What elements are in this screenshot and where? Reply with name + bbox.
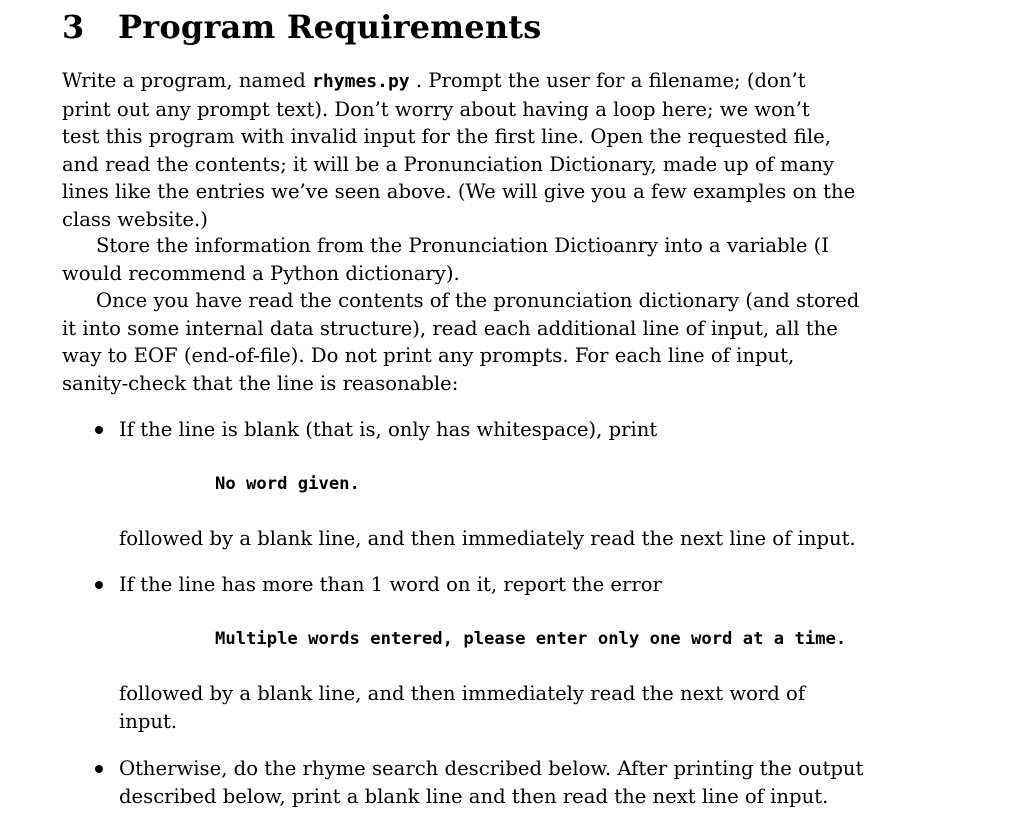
bullet-text: If the line is blank (that is, only has whitespace), print	[119, 418, 658, 441]
bullet-text-line: described below, print a blank line and then read the next line of input.	[119, 784, 829, 808]
section-title: Program Requirements	[118, 8, 542, 46]
once-line-1: Once you have read the contents of the pronunciation dictionary (and stored	[96, 289, 860, 312]
once-line-3: way to EOF (end-of-file). Do not print any prompts. For each line of input,	[62, 344, 795, 367]
bullet-dot-icon	[95, 581, 103, 589]
bullet-dot-icon	[95, 765, 103, 773]
bullet-2-followup	[119, 680, 852, 735]
section-heading	[62, 8, 541, 46]
bullet-1-followup	[119, 525, 856, 553]
intro-line-2: print out any prompt text). Don’t worry about having a loop here; we won’t	[62, 97, 810, 121]
store-line-2: would recommend a Python dictionary).	[62, 261, 460, 285]
intro-line-6: class website.)	[62, 207, 208, 231]
intro-line-5: lines like the entries we’ve seen above. (We will give you a few examples on the	[62, 180, 856, 203]
intro-text: Write a program, named	[62, 69, 313, 92]
once-line-2: it into some internal data structure), read each additional line of input, all the	[62, 316, 838, 340]
intro-paragraph	[62, 67, 856, 233]
section-number: 3	[62, 8, 85, 46]
bullet-dot-icon	[95, 426, 103, 434]
intro-line-1	[62, 67, 852, 96]
bullet-text: If the line has more than 1 word on it, report the error	[119, 573, 662, 596]
followup-line: followed by a blank line, and then immediately read the next word of	[119, 682, 806, 705]
followup-line: input.	[119, 709, 178, 733]
store-paragraph	[62, 232, 852, 287]
intro-line-4: and read the contents; it will be a Pronunciation Dictionary, made up of many	[62, 152, 835, 176]
once-line-4: sanity-check that the line is reasonable:	[62, 371, 459, 395]
followup-line: followed by a blank line, and then immediately read the next line of input.	[119, 527, 856, 550]
once-paragraph	[62, 287, 860, 397]
filename-code: rhymes.py	[312, 71, 410, 92]
intro-line-3: test this program with invalid input for the first line. Open the requested file,	[62, 125, 831, 148]
code-no-word-given: No word given.	[215, 474, 360, 494]
store-line-1: Store the information from the Pronunciation Dictioanry into a variable (I	[96, 234, 830, 257]
intro-text: . Prompt the user for a filename; (don’t	[409, 69, 806, 92]
code-multiple-words-error: Multiple words entered, please enter only one word at a time.	[215, 629, 847, 649]
bullet-text-line: Otherwise, do the rhyme search described below. After printing the output	[119, 757, 864, 780]
bullet-text	[119, 755, 863, 810]
